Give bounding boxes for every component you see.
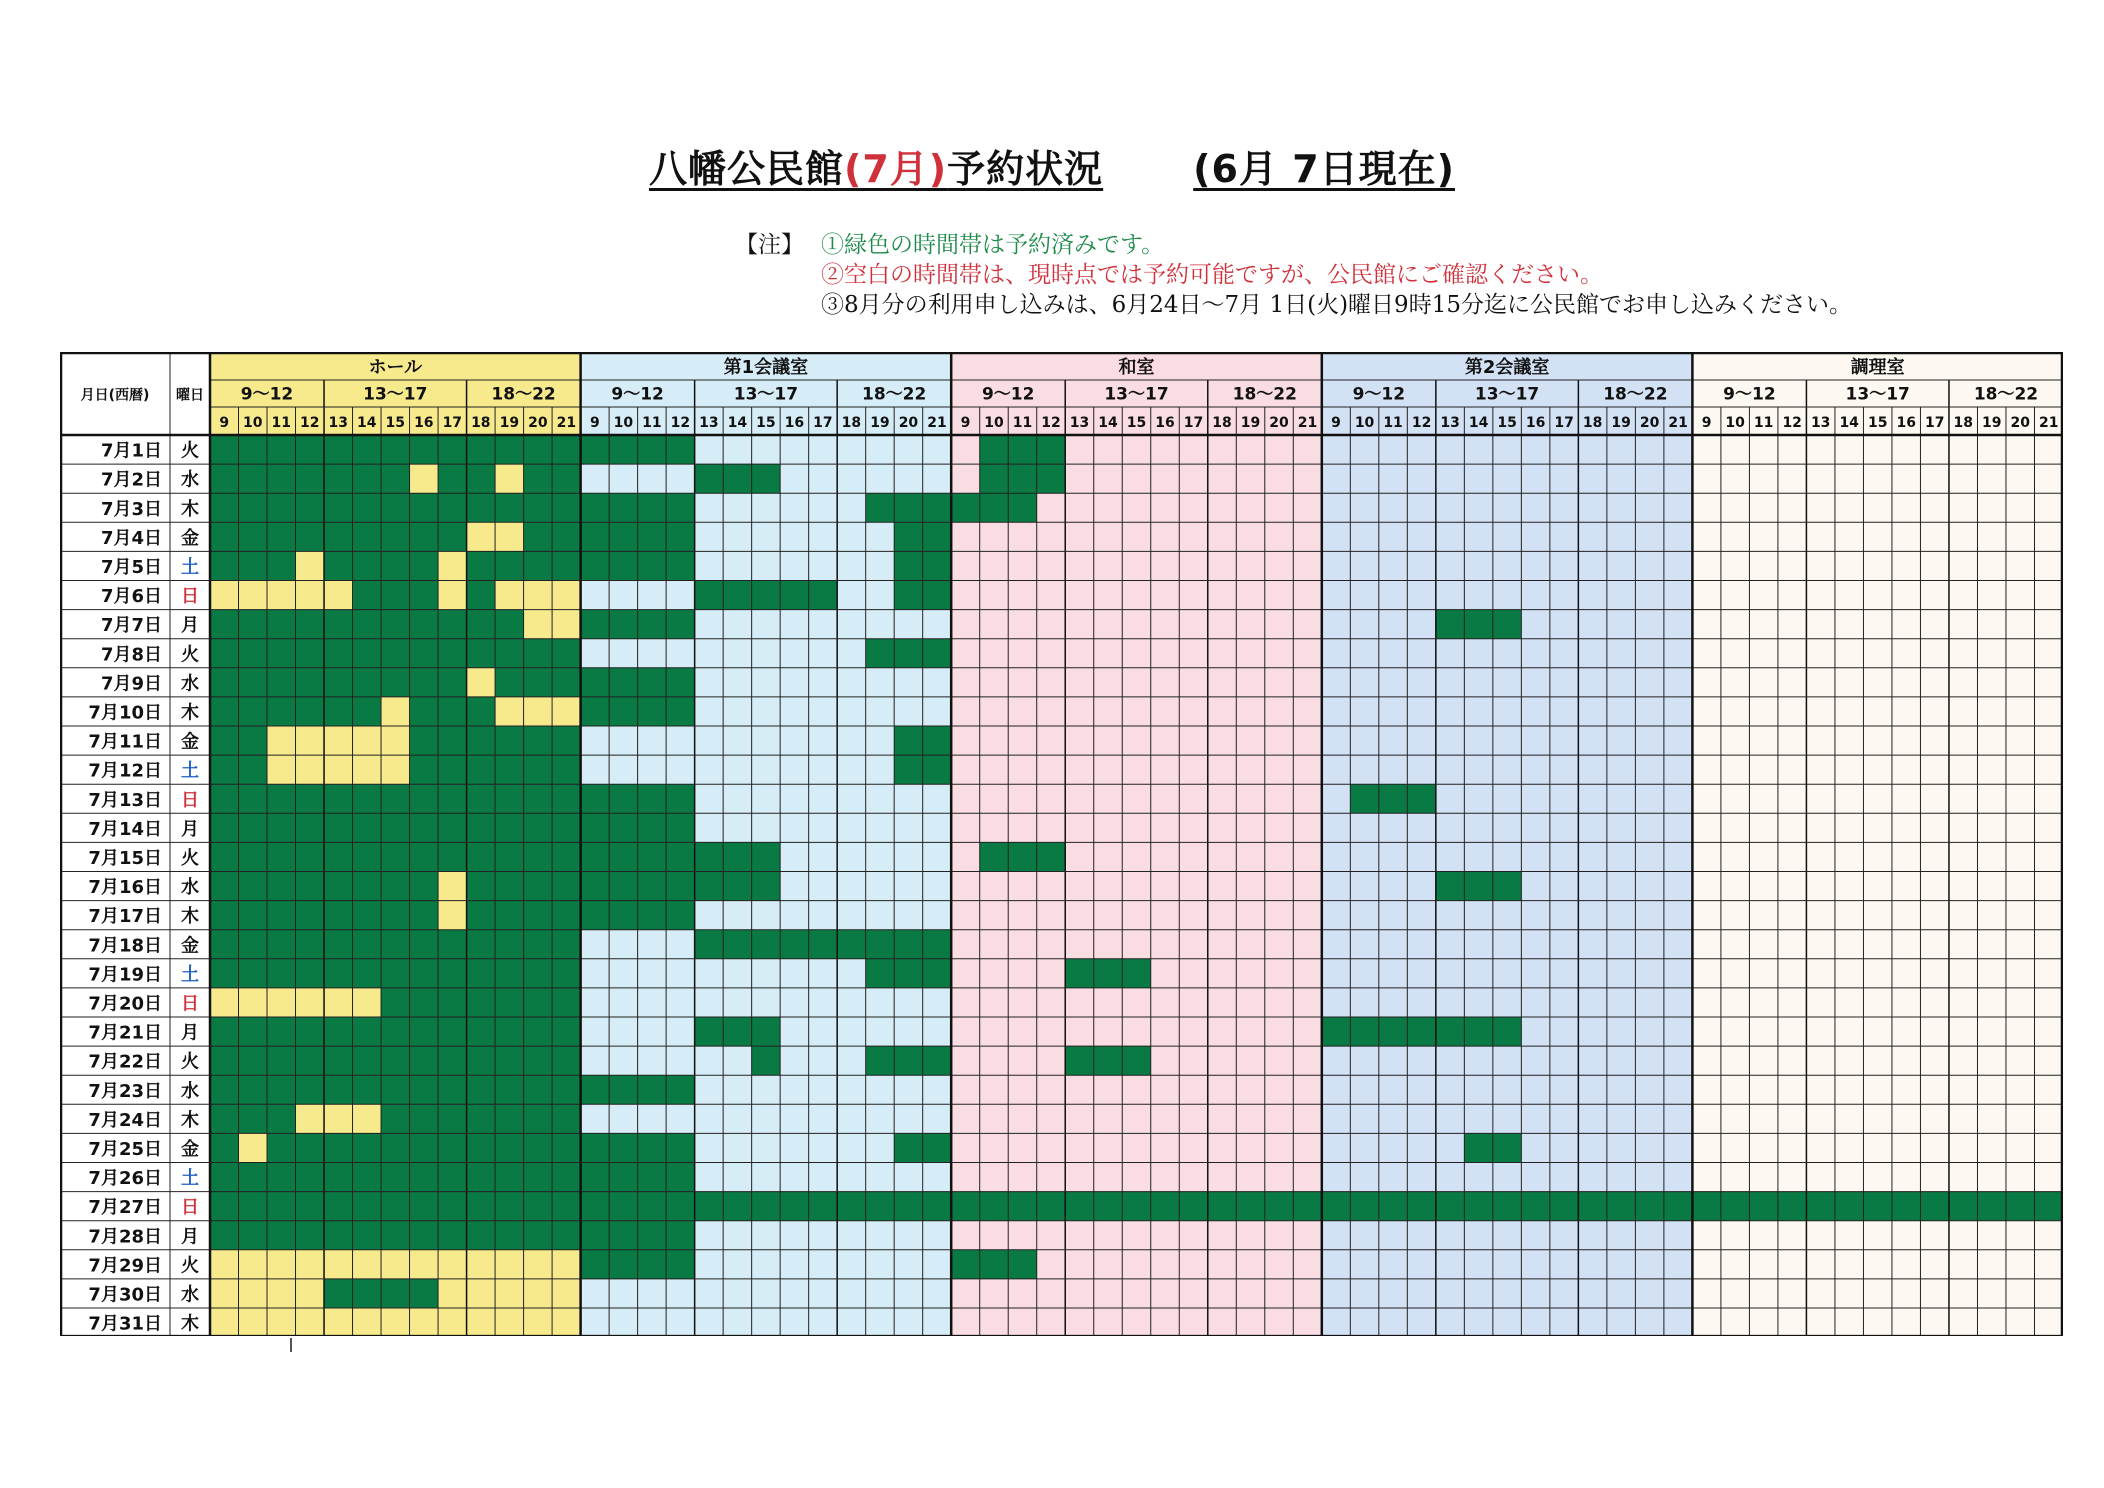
hour-label: 19 bbox=[1240, 415, 1261, 431]
slot-group-label: 18～22 bbox=[1232, 384, 1297, 405]
slot-group-label: 13～17 bbox=[1845, 384, 1910, 405]
weekday-label: 水 bbox=[181, 877, 199, 899]
date-label: 7月10日 bbox=[88, 702, 162, 724]
booked-cell bbox=[210, 930, 581, 959]
booked-cell bbox=[866, 639, 952, 668]
room-name: 第1会議室 bbox=[723, 357, 809, 378]
note-1: ①緑色の時間帯は予約済みです。 bbox=[821, 232, 1165, 258]
weekday-label: 日 bbox=[181, 789, 199, 811]
hour-label: 19 bbox=[870, 415, 890, 431]
reservation-table bbox=[60, 352, 2063, 1336]
title-status: 予約状況 bbox=[947, 147, 1104, 191]
date-label: 7月28日 bbox=[88, 1226, 162, 1248]
booked-cell bbox=[581, 1192, 952, 1221]
hour-label: 14 bbox=[1098, 415, 1118, 431]
date-label: 7月18日 bbox=[88, 935, 162, 957]
weekday-label: 金 bbox=[181, 1138, 199, 1160]
hour-label: 18 bbox=[471, 415, 491, 431]
booked-cell bbox=[866, 959, 952, 988]
booked-cell bbox=[210, 522, 467, 551]
booked-cell bbox=[1065, 1046, 1151, 1075]
slot-group-label: 9～12 bbox=[1723, 384, 1776, 405]
booked-cell bbox=[210, 1046, 581, 1075]
date-label: 7月1日 bbox=[100, 440, 162, 462]
hour-label: 10 bbox=[613, 415, 634, 431]
weekday-label: 火 bbox=[181, 847, 199, 869]
booked-cell bbox=[1322, 1192, 1693, 1221]
date-label: 7月6日 bbox=[100, 586, 162, 608]
hour-label: 18 bbox=[1953, 415, 1973, 431]
weekday-label: 木 bbox=[181, 906, 199, 928]
hour-label: 11 bbox=[642, 415, 662, 431]
date-label: 7月19日 bbox=[88, 964, 162, 986]
booked-cell bbox=[353, 581, 439, 610]
hour-label: 9 bbox=[1331, 415, 1341, 431]
booked-cell bbox=[1436, 610, 1522, 639]
weekday-label: 水 bbox=[181, 1284, 199, 1306]
hour-label: 14 bbox=[727, 415, 748, 431]
hour-label: 17 bbox=[813, 415, 833, 431]
weekday-label: 土 bbox=[181, 760, 199, 782]
hour-label: 21 bbox=[1668, 415, 1688, 431]
weekday-label: 木 bbox=[181, 1313, 199, 1335]
date-label: 7月23日 bbox=[88, 1080, 162, 1102]
hour-label: 19 bbox=[1611, 415, 1631, 431]
hour-label: 17 bbox=[1924, 415, 1945, 431]
hour-label: 19 bbox=[1981, 415, 2002, 431]
hour-label: 13 bbox=[1069, 415, 1090, 431]
date-label: 7月30日 bbox=[88, 1284, 162, 1306]
weekday-label: 木 bbox=[181, 702, 199, 724]
hour-label: 15 bbox=[1497, 415, 1517, 431]
booked-cell bbox=[951, 493, 1037, 522]
notes-label: 【注】 bbox=[735, 232, 804, 258]
booked-cell bbox=[980, 842, 1066, 871]
booked-cell bbox=[210, 842, 581, 871]
booked-cell bbox=[951, 1250, 1037, 1279]
slot-group-label: 18～22 bbox=[862, 384, 927, 405]
hour-label: 16 bbox=[1896, 415, 1916, 431]
slot-group-label: 13～17 bbox=[363, 384, 428, 405]
title-hall: 八幡公民館 bbox=[648, 147, 844, 191]
booked-cell bbox=[210, 1192, 581, 1221]
booked-cell bbox=[210, 813, 581, 842]
hour-label: 12 bbox=[1782, 415, 1802, 431]
slot-group-label: 18～22 bbox=[491, 384, 556, 405]
booked-cell bbox=[267, 1133, 581, 1162]
booked-cell bbox=[210, 959, 581, 988]
weekday-label: 水 bbox=[181, 1080, 199, 1102]
date-label: 7月5日 bbox=[100, 556, 162, 578]
hour-label: 20 bbox=[1639, 415, 1660, 431]
booked-cell bbox=[1692, 1192, 2063, 1221]
hour-label: 10 bbox=[1725, 415, 1745, 431]
slot-group-label: 13～17 bbox=[1104, 384, 1169, 405]
booked-cell bbox=[695, 1017, 781, 1046]
weekday-label: 木 bbox=[181, 1109, 199, 1131]
date-label: 7月11日 bbox=[88, 731, 162, 753]
hour-label: 20 bbox=[1269, 415, 1289, 431]
weekday-label: 土 bbox=[181, 964, 199, 986]
room-name: 調理室 bbox=[1850, 357, 1905, 378]
hour-label: 11 bbox=[271, 415, 292, 431]
hour-label: 9 bbox=[960, 415, 971, 431]
date-label: 7月2日 bbox=[100, 469, 162, 491]
hour-label: 15 bbox=[385, 415, 406, 431]
booked-cell bbox=[210, 435, 581, 464]
hour-label: 11 bbox=[1012, 415, 1033, 431]
weekday-label: 日 bbox=[181, 1197, 199, 1219]
date-label: 7月26日 bbox=[88, 1168, 162, 1190]
date-label: 7月4日 bbox=[100, 527, 162, 549]
slot-group-label: 18～22 bbox=[1973, 384, 2039, 405]
hour-label: 9 bbox=[219, 415, 230, 431]
booked-cell bbox=[980, 464, 1066, 493]
hour-label: 11 bbox=[1383, 415, 1403, 431]
hour-label: 13 bbox=[699, 415, 719, 431]
slot-group-label: 9～12 bbox=[981, 384, 1035, 405]
booked-cell bbox=[210, 1221, 581, 1250]
hour-label: 12 bbox=[1041, 415, 1061, 431]
booked-cell bbox=[495, 668, 581, 697]
hour-label: 11 bbox=[1753, 415, 1774, 431]
hour-label: 20 bbox=[2010, 415, 2030, 431]
hour-label: 17 bbox=[442, 415, 463, 431]
date-label: 7月27日 bbox=[88, 1197, 162, 1219]
date-label: 7月22日 bbox=[88, 1051, 162, 1073]
hour-label: 17 bbox=[1554, 415, 1574, 431]
booked-cell bbox=[467, 581, 496, 610]
booked-cell bbox=[210, 1104, 296, 1133]
hour-label: 19 bbox=[499, 415, 520, 431]
weekday-label: 金 bbox=[181, 527, 199, 549]
weekday-label: 月 bbox=[181, 1022, 199, 1044]
booked-cell bbox=[381, 1104, 581, 1133]
weekday-label: 火 bbox=[181, 1051, 199, 1073]
date-label: 7月31日 bbox=[88, 1313, 162, 1335]
booked-cell bbox=[695, 464, 781, 493]
date-label: 7月25日 bbox=[88, 1138, 162, 1160]
hour-label: 12 bbox=[1411, 415, 1432, 431]
hour-label: 18 bbox=[841, 415, 862, 431]
hour-label: 13 bbox=[1440, 415, 1460, 431]
date-label: 7月15日 bbox=[88, 847, 162, 869]
title-month: (7月) bbox=[843, 147, 948, 191]
hour-label: 21 bbox=[2039, 415, 2059, 431]
date-label: 7月3日 bbox=[100, 498, 162, 520]
date-label: 7月12日 bbox=[88, 760, 162, 782]
booked-cell bbox=[210, 493, 581, 522]
date-label: 7月24日 bbox=[88, 1109, 162, 1131]
hour-label: 10 bbox=[1354, 415, 1375, 431]
booked-cell bbox=[1436, 872, 1522, 901]
booked-cell bbox=[210, 464, 410, 493]
date-label: 7月29日 bbox=[88, 1255, 162, 1277]
hour-label: 21 bbox=[1297, 415, 1318, 431]
hour-label: 16 bbox=[1525, 415, 1546, 431]
hour-label: 15 bbox=[756, 415, 776, 431]
hour-label: 13 bbox=[328, 415, 349, 431]
hour-label: 15 bbox=[1867, 415, 1888, 431]
booked-cell bbox=[210, 1163, 581, 1192]
weekday-label: 水 bbox=[181, 469, 199, 491]
booked-cell bbox=[695, 581, 838, 610]
title-asof: (6月 7日現在) bbox=[1193, 147, 1456, 191]
weekday-label: 火 bbox=[181, 440, 199, 462]
date-label: 7月21日 bbox=[88, 1022, 162, 1044]
booked-cell bbox=[695, 930, 952, 959]
weekday-label: 水 bbox=[181, 673, 199, 695]
booked-cell bbox=[980, 435, 1066, 464]
booked-cell bbox=[210, 1017, 581, 1046]
booked-cell bbox=[210, 1133, 239, 1162]
note-3: ③8月分の利用申し込みは、6月24日～7月 1日(火)曜日9時15分迄に公民館でお申し込みください。 bbox=[821, 292, 1852, 318]
booked-cell bbox=[1322, 1017, 1522, 1046]
date-label: 7月9日 bbox=[100, 673, 162, 695]
weekday-label: 火 bbox=[181, 1255, 199, 1277]
booked-cell bbox=[581, 842, 781, 871]
date-label: 7月8日 bbox=[100, 644, 162, 666]
hour-label: 20 bbox=[528, 415, 548, 431]
hour-label: 21 bbox=[556, 415, 577, 431]
hour-label: 20 bbox=[898, 415, 919, 431]
weekday-column-header: 曜日 bbox=[176, 387, 204, 404]
scan-mark bbox=[290, 1338, 292, 1352]
booked-cell bbox=[1350, 784, 1436, 813]
date-label: 7月16日 bbox=[88, 877, 162, 899]
slot-group-label: 9～12 bbox=[611, 384, 664, 405]
room-name: 和室 bbox=[1118, 357, 1155, 378]
hour-label: 16 bbox=[414, 415, 434, 431]
hour-label: 21 bbox=[927, 415, 947, 431]
slot-group-label: 9～12 bbox=[240, 384, 294, 405]
hour-label: 10 bbox=[984, 415, 1004, 431]
booked-cell bbox=[951, 1192, 1322, 1221]
date-label: 7月13日 bbox=[88, 789, 162, 811]
booked-cell bbox=[866, 493, 952, 522]
weekday-label: 日 bbox=[181, 586, 199, 608]
weekday-label: 月 bbox=[181, 615, 199, 637]
hour-label: 18 bbox=[1582, 415, 1603, 431]
booked-cell bbox=[210, 551, 296, 580]
room-name: 第2会議室 bbox=[1464, 357, 1550, 378]
weekday-label: 月 bbox=[181, 818, 199, 840]
booked-cell bbox=[866, 1046, 952, 1075]
weekday-label: 金 bbox=[181, 731, 199, 753]
date-label: 7月20日 bbox=[88, 993, 162, 1015]
page-title bbox=[0, 138, 2104, 193]
room-background bbox=[1322, 352, 1693, 1336]
weekday-label: 土 bbox=[181, 1168, 199, 1190]
hour-label: 14 bbox=[357, 415, 377, 431]
booked-cell bbox=[752, 1046, 781, 1075]
room-name: ホール bbox=[368, 357, 423, 378]
hour-label: 16 bbox=[1155, 415, 1175, 431]
hour-label: 17 bbox=[1183, 415, 1204, 431]
hour-label: 18 bbox=[1212, 415, 1232, 431]
hour-label: 14 bbox=[1468, 415, 1489, 431]
hour-label: 10 bbox=[243, 415, 263, 431]
date-label: 7月14日 bbox=[88, 818, 162, 840]
booked-cell bbox=[210, 1075, 581, 1104]
hour-label: 13 bbox=[1810, 415, 1831, 431]
booked-cell bbox=[410, 697, 496, 726]
booked-cell bbox=[1065, 959, 1151, 988]
booked-cell bbox=[210, 610, 524, 639]
booked-cell bbox=[210, 784, 581, 813]
hour-label: 16 bbox=[784, 415, 805, 431]
date-column-header: 月日(西暦) bbox=[80, 387, 150, 404]
hour-label: 15 bbox=[1126, 415, 1147, 431]
hour-label: 9 bbox=[1701, 415, 1712, 431]
date-label: 7月17日 bbox=[88, 906, 162, 928]
booked-cell bbox=[381, 988, 581, 1017]
booked-cell bbox=[210, 639, 581, 668]
hour-label: 12 bbox=[300, 415, 320, 431]
slot-group-label: 13～17 bbox=[733, 384, 799, 405]
booked-cell bbox=[210, 668, 467, 697]
weekday-label: 土 bbox=[181, 556, 199, 578]
slot-group-label: 18～22 bbox=[1603, 384, 1668, 405]
weekday-label: 月 bbox=[181, 1226, 199, 1248]
slot-group-label: 9～12 bbox=[1352, 384, 1406, 405]
weekday-label: 木 bbox=[181, 498, 199, 520]
room-background bbox=[1692, 352, 2063, 1336]
booked-cell bbox=[581, 872, 781, 901]
note-2: ②空白の時間帯は、現時点では予約可能ですが、公民館にご確認ください。 bbox=[821, 262, 1603, 288]
weekday-label: 金 bbox=[181, 935, 199, 957]
slot-group-label: 13～17 bbox=[1474, 384, 1540, 405]
weekday-label: 日 bbox=[181, 993, 199, 1015]
hour-label: 14 bbox=[1839, 415, 1859, 431]
hour-label: 12 bbox=[670, 415, 691, 431]
date-label: 7月7日 bbox=[100, 615, 162, 637]
hour-label: 9 bbox=[589, 415, 600, 431]
weekday-label: 火 bbox=[181, 644, 199, 666]
